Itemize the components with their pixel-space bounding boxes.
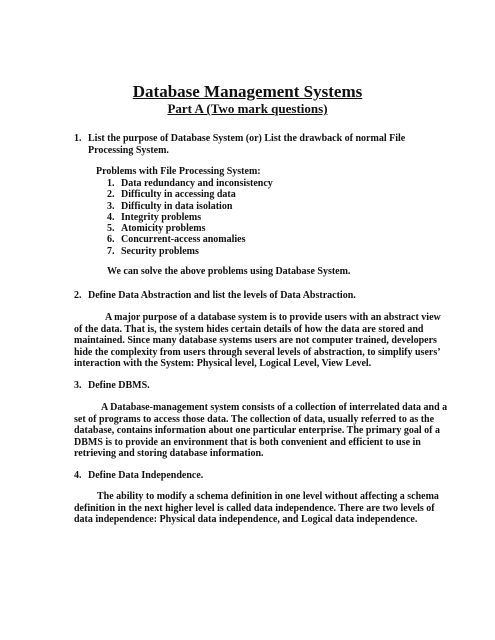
question-text: Define Data Abstraction and list the levels of Data Abstraction. — [88, 290, 356, 301]
paragraph-line: interaction with the System: Physical level, Logical Level, View Level. — [74, 358, 372, 370]
paragraph-line: DBMS is to provide an environment that is both convenient and efficient to use in — [74, 436, 421, 448]
paragraph-line: data independence: Physical data independence, and Logical data independence. — [74, 514, 418, 526]
question-number: 1. — [74, 133, 82, 144]
answer-paragraph — [74, 491, 439, 526]
problems-heading: Problems with File Processing System: — [96, 166, 261, 177]
list-item: 1. Data redundancy and inconsistency — [107, 178, 273, 189]
list-item: 4. Integrity problems — [107, 211, 202, 223]
paragraph-line: A Database-management system consists of a collection of interrelated data and a — [101, 402, 448, 413]
question-text: Define DBMS. — [88, 380, 150, 391]
paragraph-line: hide the complexity from users through several levels of abstraction, to simplify users’ — [74, 346, 441, 358]
answer-paragraph — [74, 402, 448, 460]
paragraph-line: maintained. Since many database systems users are not computer trained, developers — [74, 335, 437, 347]
list-item: 6. Concurrent-access anomalies — [107, 234, 246, 246]
paragraph-line: A major purpose of a database system is to provide users with an abstract view — [105, 312, 441, 323]
list-item: 2. Difficulty in accessing data — [107, 189, 236, 201]
question-text-line-2: Processing System. — [88, 144, 169, 156]
paragraph-line: retrieving and storing database information. — [74, 448, 264, 460]
document-title: Database Management Systems — [132, 82, 363, 101]
paragraph-line: set of programs to access those data. The collection of data, usually referred to as the — [74, 413, 435, 425]
list-item: 5. Atomicity problems — [107, 223, 206, 235]
paragraph-line: The ability to modify a schema definition in one level without affecting a schema — [97, 491, 439, 502]
paragraph-line: database, contains information about one particular enterprise. The primary goal of a — [74, 425, 441, 437]
question-text-line-1: List the purpose of Database System (or) List the drawback of normal File — [88, 133, 406, 144]
question-text: Define Data Independence. — [88, 470, 204, 481]
conclusion-text: We can solve the above problems using Database System. — [107, 266, 351, 277]
question-number: 2. — [74, 290, 82, 301]
question-number: 3. — [74, 380, 82, 391]
problems-list — [107, 178, 273, 257]
list-item: 3. Difficulty in data isolation — [107, 200, 233, 212]
answer-paragraph — [74, 312, 441, 370]
list-item: 7. Security problems — [107, 245, 199, 257]
document-subtitle: Part A (Two mark questions) — [167, 101, 328, 116]
paragraph-line: of the data. That is, the system hides certain details of how the data are stored and — [74, 323, 424, 335]
question-number: 4. — [74, 470, 82, 481]
paragraph-line: definition in the next higher level is called data independence. There are two levels of — [74, 502, 435, 514]
